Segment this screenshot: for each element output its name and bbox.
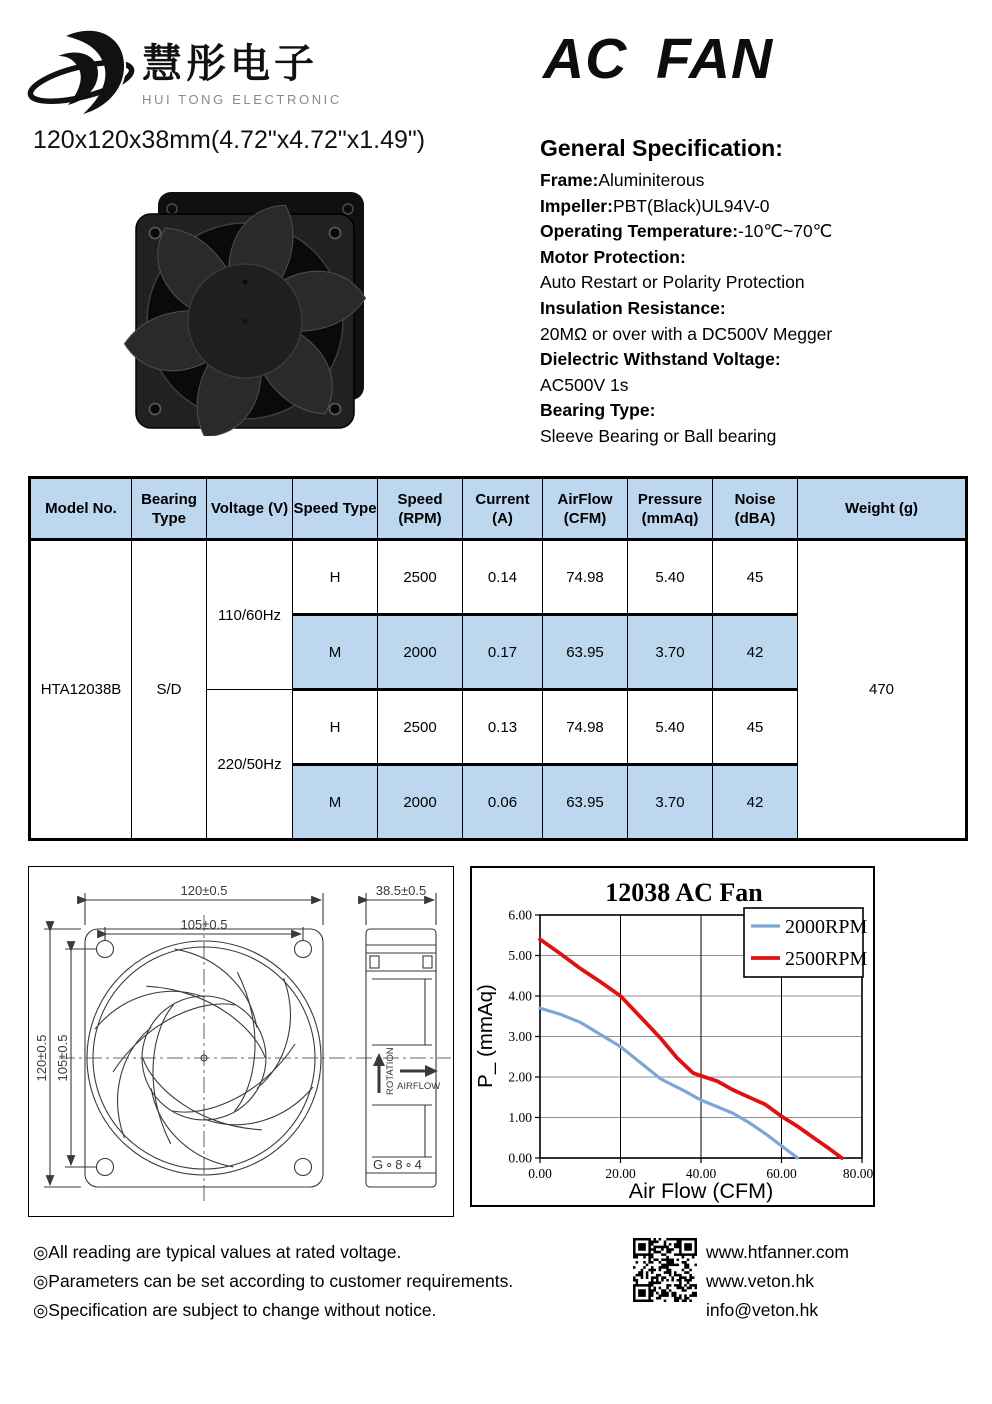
- spec-bearing-type-label: Bearing Type:: [540, 400, 656, 421]
- svg-text:5.00: 5.00: [508, 948, 532, 963]
- cell: H: [293, 540, 378, 615]
- table-row: [30, 540, 967, 615]
- note-line: ◎All reading are typical values at rated voltage.: [33, 1242, 402, 1262]
- logo-english-name: HUI TONG ELECTRONIC: [142, 92, 342, 107]
- svg-text:20.00: 20.00: [605, 1166, 636, 1181]
- airflow-arrow-label: AIRFLOW: [397, 1081, 441, 1092]
- cell: 63.95: [543, 765, 628, 840]
- cell: 2000: [378, 765, 463, 840]
- svg-text:6.00: 6.00: [508, 907, 532, 923]
- spec-dielectric-label: Dielectric Withstand Voltage:: [540, 349, 781, 370]
- general-spec-list: [540, 168, 980, 450]
- col-speed: Speed (RPM): [378, 478, 463, 540]
- legend-label-2000rpm: 2000RPM: [785, 916, 868, 938]
- col-voltage: Voltage (V): [207, 478, 293, 540]
- dim-inner-height-label: 105±0.5: [55, 1034, 70, 1082]
- col-current: Current (A): [463, 478, 543, 540]
- technical-drawing: [29, 867, 453, 1216]
- spec-motor-protection-value: Auto Restart or Polarity Protection: [540, 272, 805, 293]
- col-bearing: Bearing Type: [132, 478, 207, 540]
- svg-text:3.00: 3.00: [508, 1029, 532, 1044]
- cell: 42: [713, 615, 798, 690]
- chart-title: 12038 AC Fan: [605, 878, 763, 907]
- contact-website: www.htfanner.com: [706, 1242, 849, 1262]
- technical-drawing-panel: [28, 866, 454, 1217]
- cell: 74.98: [543, 690, 628, 765]
- cell: 2000: [378, 615, 463, 690]
- general-spec-section: [540, 135, 980, 450]
- cell: 45: [713, 690, 798, 765]
- performance-chart: [472, 868, 873, 1205]
- contact-email: info@veton.hk: [706, 1300, 819, 1320]
- x-axis-label: Air Flow (CFM): [628, 1179, 774, 1203]
- y-axis-label: P_ (mmAq): [474, 984, 497, 1088]
- svg-text:1.00: 1.00: [508, 1110, 532, 1125]
- model-cell: HTA12038B: [30, 540, 132, 840]
- spec-bearing-type-value: Sleeve Bearing or Ball bearing: [540, 425, 777, 446]
- voltage-cell: 110/60Hz: [207, 540, 293, 690]
- cell: 63.95: [543, 615, 628, 690]
- qr-code: [633, 1238, 697, 1302]
- cell: 2500: [378, 540, 463, 615]
- cell: 45: [713, 540, 798, 615]
- weight-cell: 470: [798, 540, 967, 840]
- fan-size-line: 120x120x38mm(4.72"x4.72"x1.49"): [33, 126, 426, 154]
- logo-chinese-name: 慧彤电子: [142, 42, 318, 86]
- bearing-cell: S/D: [132, 540, 207, 840]
- spec-frame: Frame:Aluminiterous: [540, 170, 705, 190]
- cell: 5.40: [628, 690, 713, 765]
- footer-contacts: [706, 1238, 849, 1325]
- dim-inner-width-label: 105±0.5: [180, 917, 228, 932]
- note-line: ◎Specification are subject to change without notice.: [33, 1300, 437, 1320]
- chart-legend: [744, 908, 867, 977]
- cell: H: [293, 690, 378, 765]
- cell: 2500: [378, 690, 463, 765]
- huitong-logo-icon: [26, 20, 138, 120]
- cell: 3.70: [628, 765, 713, 840]
- spec-insulation-resistance-label: Insulation Resistance:: [540, 297, 726, 318]
- col-pressure: Pressure (mmAq): [628, 478, 713, 540]
- spec-operating-temperature: Operating Temperature:-10℃~70℃: [540, 221, 833, 242]
- note-line: ◎Parameters can be set according to customer requirements.: [33, 1271, 514, 1291]
- spec-insulation-resistance-value: 20MΩ or over with a DC500V Megger: [540, 323, 833, 344]
- performance-chart-panel: [470, 866, 875, 1207]
- col-airflow: AirFlow (CFM): [543, 478, 628, 540]
- logo-text-block: [142, 32, 342, 107]
- spec-impeller: Impeller:PBT(Black)UL94V-0: [540, 195, 770, 216]
- svg-text:40.00: 40.00: [685, 1166, 717, 1181]
- cell: 74.98: [543, 540, 628, 615]
- svg-text:2.00: 2.00: [508, 1069, 532, 1085]
- dim-height-label: 120±0.5: [34, 1034, 49, 1082]
- cell: 42: [713, 765, 798, 840]
- cell: 0.17: [463, 615, 543, 690]
- col-model: Model No.: [30, 478, 132, 540]
- spec-table: [28, 476, 968, 841]
- cell: 0.06: [463, 765, 543, 840]
- cell: 3.70: [628, 615, 713, 690]
- col-speed-type: Speed Type: [293, 478, 378, 540]
- dim-depth-label: 38.5±0.5: [375, 883, 427, 898]
- col-weight: Weight (g): [798, 478, 967, 540]
- page-title: AC FAN: [543, 27, 774, 91]
- dim-width-label: 120±0.5: [180, 883, 228, 898]
- contact-website: www.veton.hk: [706, 1271, 814, 1291]
- fan-product-photo: [122, 182, 374, 436]
- cell: 0.14: [463, 540, 543, 615]
- svg-text:80.00: 80.00: [842, 1166, 873, 1181]
- rotation-arrow-label: ROTATION: [385, 1047, 396, 1095]
- spec-motor-protection-label: Motor Protection:: [540, 246, 686, 267]
- frame-badge: G∘8∘4: [373, 1157, 424, 1172]
- cell: 5.40: [628, 540, 713, 615]
- svg-text:60.00: 60.00: [766, 1166, 797, 1181]
- voltage-cell: 220/50Hz: [207, 690, 293, 840]
- svg-text:4.00: 4.00: [508, 988, 532, 1004]
- general-spec-heading: General Specification:: [540, 135, 783, 161]
- cell: 0.13: [463, 690, 543, 765]
- table-header-row: [30, 478, 967, 540]
- spec-dielectric-value: AC500V 1s: [540, 374, 629, 395]
- footer-notes: [33, 1238, 513, 1325]
- legend-label-2500rpm: 2500RPM: [785, 948, 868, 970]
- svg-text:0.00: 0.00: [528, 1166, 552, 1181]
- cell: M: [293, 615, 378, 690]
- svg-text:0.00: 0.00: [508, 1150, 532, 1166]
- cell: M: [293, 765, 378, 840]
- col-noise: Noise (dBA): [713, 478, 798, 540]
